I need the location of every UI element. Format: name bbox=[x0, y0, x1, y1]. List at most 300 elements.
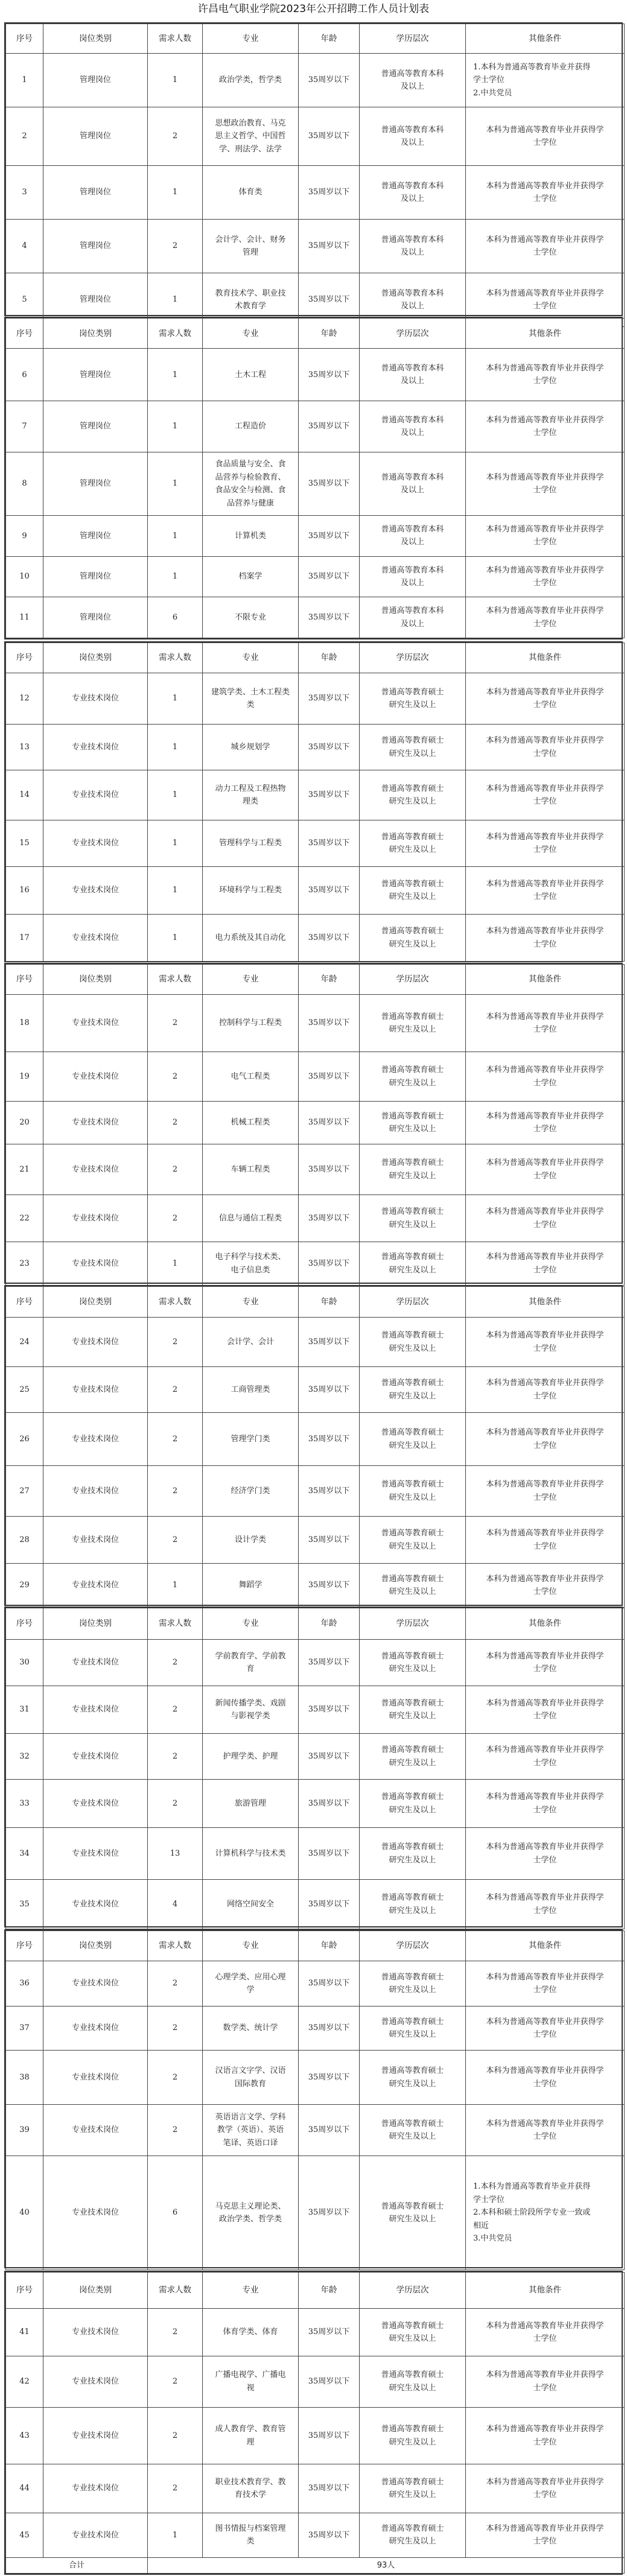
header-age: 年龄 bbox=[299, 965, 360, 995]
cell-age: 35周岁以下 bbox=[299, 1961, 360, 2007]
cell-major: 经济学门类 bbox=[203, 1466, 299, 1517]
table-row bbox=[6, 1961, 625, 2007]
header-category: 岗位类别 bbox=[43, 319, 148, 349]
cell-no: 18 bbox=[6, 995, 43, 1052]
cell-major: 汉语言文字学、汉语 国际教育 bbox=[203, 2051, 299, 2105]
recruitment-table bbox=[5, 964, 625, 1286]
header-count: 需求人数 bbox=[148, 2273, 203, 2309]
table-row bbox=[6, 1780, 625, 1828]
table-row bbox=[6, 1367, 625, 1413]
cell-education: 普通高等教育硕士 研究生及以上 bbox=[360, 915, 466, 962]
table-row bbox=[6, 673, 625, 725]
cell-age: 35周岁以下 bbox=[299, 2309, 360, 2356]
cell-no: 14 bbox=[6, 770, 43, 820]
header-count: 需求人数 bbox=[148, 1931, 203, 1961]
cell-education: 普通高等教育硕士 研究生及以上 bbox=[360, 2051, 466, 2105]
header-conditions: 其他条件 bbox=[466, 1608, 625, 1640]
cell-age: 35周岁以下 bbox=[299, 1640, 360, 1686]
cell-category: 管理岗位 bbox=[43, 516, 148, 557]
cell-no: 32 bbox=[6, 1734, 43, 1780]
cell-major: 数学类、统计学 bbox=[203, 2007, 299, 2051]
cell-category: 专业技术岗位 bbox=[43, 725, 148, 770]
cell-category: 专业技术岗位 bbox=[43, 2356, 148, 2407]
cell-major: 电力系统及其自动化 bbox=[203, 915, 299, 962]
cell-major: 工商管理类 bbox=[203, 1367, 299, 1413]
cell-no: 45 bbox=[6, 2513, 43, 2557]
cell-category: 专业技术岗位 bbox=[43, 820, 148, 867]
header-no: 序号 bbox=[6, 1931, 43, 1961]
cell-category: 专业技术岗位 bbox=[43, 673, 148, 725]
cell-count: 2 bbox=[148, 2309, 203, 2356]
cell-education: 普通高等教育硕士 研究生及以上 bbox=[360, 1466, 466, 1517]
cell-category: 管理岗位 bbox=[43, 597, 148, 638]
cell-conditions: 本科为普通高等教育毕业并获得学 士学位 bbox=[466, 1413, 625, 1466]
cell-count: 2 bbox=[148, 1961, 203, 2007]
table-row bbox=[6, 597, 625, 638]
cell-education: 普通高等教育硕士 研究生及以上 bbox=[360, 867, 466, 915]
cell-major: 管理学门类 bbox=[203, 1413, 299, 1466]
table-row bbox=[6, 2513, 625, 2557]
total-row bbox=[6, 2557, 625, 2573]
cell-education: 普通高等教育硕士 研究生及以上 bbox=[360, 1961, 466, 2007]
cell-no: 29 bbox=[6, 1564, 43, 1608]
cell-no: 34 bbox=[6, 1828, 43, 1880]
cell-age: 35周岁以下 bbox=[299, 54, 360, 107]
cell-age: 35周岁以下 bbox=[299, 725, 360, 770]
table-row bbox=[6, 2007, 625, 2051]
cell-conditions: 本科为普通高等教育毕业并获得学 士学位 bbox=[466, 452, 625, 516]
cell-conditions: 本科为普通高等教育毕业并获得学 士学位 bbox=[466, 1686, 625, 1734]
header-conditions: 其他条件 bbox=[466, 1287, 625, 1318]
cell-no: 22 bbox=[6, 1195, 43, 1242]
cell-age: 35周岁以下 bbox=[299, 2051, 360, 2105]
recruitment-table bbox=[5, 1930, 625, 2270]
cell-age: 35周岁以下 bbox=[299, 673, 360, 725]
table-row bbox=[6, 2051, 625, 2105]
cell-major: 管理科学与工程类 bbox=[203, 820, 299, 867]
cell-education: 普通高等教育硕士 研究生及以上 bbox=[360, 2407, 466, 2464]
cell-age: 35周岁以下 bbox=[299, 1195, 360, 1242]
header-count: 需求人数 bbox=[148, 319, 203, 349]
cell-no: 24 bbox=[6, 1318, 43, 1367]
cell-count: 2 bbox=[148, 1686, 203, 1734]
cell-age: 35周岁以下 bbox=[299, 1564, 360, 1608]
cell-major: 旅游管理 bbox=[203, 1780, 299, 1828]
cell-category: 专业技术岗位 bbox=[43, 1640, 148, 1686]
cell-count: 1 bbox=[148, 915, 203, 962]
cell-age: 35周岁以下 bbox=[299, 770, 360, 820]
cell-conditions: 本科为普通高等教育毕业并获得学 士学位 bbox=[466, 1961, 625, 2007]
cell-count: 2 bbox=[148, 2051, 203, 2105]
table-header-row bbox=[6, 1931, 625, 1961]
cell-major: 会计学、会计、财务 管理 bbox=[203, 220, 299, 273]
header-no: 序号 bbox=[6, 319, 43, 349]
cell-count: 1 bbox=[148, 556, 203, 597]
cell-age: 35周岁以下 bbox=[299, 1242, 360, 1286]
cell-major: 车辆工程类 bbox=[203, 1144, 299, 1195]
cell-education: 普通高等教育硕士 研究生及以上 bbox=[360, 1564, 466, 1608]
cell-major: 政治学类，哲学类 bbox=[203, 54, 299, 107]
table-header-row bbox=[6, 1608, 625, 1640]
cell-category: 管理岗位 bbox=[43, 452, 148, 516]
table-block bbox=[4, 641, 623, 962]
cell-age: 35周岁以下 bbox=[299, 556, 360, 597]
header-category: 岗位类别 bbox=[43, 2273, 148, 2309]
cell-conditions: 本科为普通高等教育毕业并获得学 士学位 bbox=[466, 995, 625, 1052]
header-no: 序号 bbox=[6, 2273, 43, 2309]
cell-no: 42 bbox=[6, 2356, 43, 2407]
header-education: 学历层次 bbox=[360, 965, 466, 995]
header-category: 岗位类别 bbox=[43, 24, 148, 54]
header-category: 岗位类别 bbox=[43, 1931, 148, 1961]
cell-category: 专业技术岗位 bbox=[43, 1686, 148, 1734]
header-count: 需求人数 bbox=[148, 643, 203, 673]
header-count: 需求人数 bbox=[148, 1608, 203, 1640]
cell-no: 40 bbox=[6, 2156, 43, 2270]
cell-conditions: 本科为普通高等教育毕业并获得学 士学位 bbox=[466, 1052, 625, 1102]
cell-no: 6 bbox=[6, 349, 43, 401]
cell-conditions: 本科为普通高等教育毕业并获得学 士学位 bbox=[466, 2007, 625, 2051]
cell-count: 1 bbox=[148, 54, 203, 107]
cell-conditions: 本科为普通高等教育毕业并获得学 士学位 bbox=[466, 915, 625, 962]
table-block bbox=[4, 1929, 623, 2268]
cell-major: 电子科学与技术类、 电子信息类 bbox=[203, 1242, 299, 1286]
cell-category: 专业技术岗位 bbox=[43, 1413, 148, 1466]
table-row bbox=[6, 2156, 625, 2270]
cell-count: 6 bbox=[148, 597, 203, 638]
cell-major: 广播电视学、广播电 视 bbox=[203, 2356, 299, 2407]
cell-no: 10 bbox=[6, 556, 43, 597]
table-row bbox=[6, 166, 625, 220]
cell-count: 2 bbox=[148, 2464, 203, 2513]
header-age: 年龄 bbox=[299, 1931, 360, 1961]
cell-conditions: 本科为普通高等教育毕业并获得学 士学位 bbox=[466, 166, 625, 220]
cell-count: 1 bbox=[148, 2513, 203, 2557]
header-conditions: 其他条件 bbox=[466, 965, 625, 995]
cell-no: 25 bbox=[6, 1367, 43, 1413]
cell-conditions: 本科为普通高等教育毕业并获得学 士学位 bbox=[466, 1734, 625, 1780]
header-major: 专业 bbox=[203, 1608, 299, 1640]
cell-category: 专业技术岗位 bbox=[43, 2513, 148, 2557]
cell-age: 35周岁以下 bbox=[299, 1144, 360, 1195]
cell-category: 专业技术岗位 bbox=[43, 1564, 148, 1608]
table-row bbox=[6, 2356, 625, 2407]
cell-no: 41 bbox=[6, 2309, 43, 2356]
table-row bbox=[6, 1102, 625, 1144]
cell-conditions: 本科为普通高等教育毕业并获得学 士学位 bbox=[466, 220, 625, 273]
cell-age: 35周岁以下 bbox=[299, 2464, 360, 2513]
cell-conditions: 本科为普通高等教育毕业并获得学 士学位 bbox=[466, 1195, 625, 1242]
cell-major: 体育学类、体育 bbox=[203, 2309, 299, 2356]
cell-category: 专业技术岗位 bbox=[43, 1318, 148, 1367]
cell-age: 35周岁以下 bbox=[299, 597, 360, 638]
cell-category: 管理岗位 bbox=[43, 54, 148, 107]
cell-education: 普通高等教育本科 及以上 bbox=[360, 401, 466, 452]
table-row bbox=[6, 770, 625, 820]
table-row bbox=[6, 1828, 625, 1880]
cell-no: 31 bbox=[6, 1686, 43, 1734]
cell-count: 2 bbox=[148, 1052, 203, 1102]
cell-major: 信息与通信工程类 bbox=[203, 1195, 299, 1242]
cell-no: 30 bbox=[6, 1640, 43, 1686]
cell-age: 35周岁以下 bbox=[299, 867, 360, 915]
cell-category: 专业技术岗位 bbox=[43, 1144, 148, 1195]
cell-category: 管理岗位 bbox=[43, 556, 148, 597]
table-row bbox=[6, 1052, 625, 1102]
cell-major: 土木工程 bbox=[203, 349, 299, 401]
cell-conditions: 本科为普通高等教育毕业并获得学 士学位 bbox=[466, 349, 625, 401]
table-row bbox=[6, 1686, 625, 1734]
table-row bbox=[6, 2309, 625, 2356]
header-no: 序号 bbox=[6, 643, 43, 673]
cell-no: 39 bbox=[6, 2105, 43, 2156]
cell-conditions: 本科为普通高等教育毕业并获得学 士学位 bbox=[466, 2464, 625, 2513]
cell-education: 普通高等教育硕士 研究生及以上 bbox=[360, 770, 466, 820]
cell-education: 普通高等教育硕士 研究生及以上 bbox=[360, 1102, 466, 1144]
cell-education: 普通高等教育硕士 研究生及以上 bbox=[360, 2105, 466, 2156]
cell-conditions: 本科为普通高等教育毕业并获得学 士学位 bbox=[466, 1242, 625, 1286]
cell-no: 27 bbox=[6, 1466, 43, 1517]
header-no: 序号 bbox=[6, 965, 43, 995]
cell-major: 机械工程类 bbox=[203, 1102, 299, 1144]
cell-category: 专业技术岗位 bbox=[43, 2309, 148, 2356]
cell-major: 职业技术教育学、教 育技术学 bbox=[203, 2464, 299, 2513]
cell-no: 35 bbox=[6, 1880, 43, 1929]
cell-count: 1 bbox=[148, 349, 203, 401]
cell-count: 4 bbox=[148, 1880, 203, 1929]
cell-major: 建筑学类、土木工程类 类 bbox=[203, 673, 299, 725]
cell-education: 普通高等教育硕士 研究生及以上 bbox=[360, 1780, 466, 1828]
cell-conditions: 本科为普通高等教育毕业并获得学 士学位 bbox=[466, 820, 625, 867]
header-major: 专业 bbox=[203, 1931, 299, 1961]
cell-count: 1 bbox=[148, 516, 203, 557]
header-conditions: 其他条件 bbox=[466, 643, 625, 673]
cell-education: 普通高等教育硕士 研究生及以上 bbox=[360, 2007, 466, 2051]
cell-major: 不限专业 bbox=[203, 597, 299, 638]
table-row bbox=[6, 867, 625, 915]
cell-education: 普通高等教育硕士 研究生及以上 bbox=[360, 673, 466, 725]
header-education: 学历层次 bbox=[360, 643, 466, 673]
cell-no: 8 bbox=[6, 452, 43, 516]
cell-category: 管理岗位 bbox=[43, 220, 148, 273]
header-major: 专业 bbox=[203, 1287, 299, 1318]
cell-conditions: 本科为普通高等教育毕业并获得学 士学位 bbox=[466, 401, 625, 452]
header-age: 年龄 bbox=[299, 24, 360, 54]
cell-no: 13 bbox=[6, 725, 43, 770]
cell-age: 35周岁以下 bbox=[299, 1686, 360, 1734]
cell-education: 普通高等教育硕士 研究生及以上 bbox=[360, 1734, 466, 1780]
cell-age: 35周岁以下 bbox=[299, 2356, 360, 2407]
cell-count: 2 bbox=[148, 1195, 203, 1242]
table-row bbox=[6, 1734, 625, 1780]
cell-no: 11 bbox=[6, 597, 43, 638]
table-row bbox=[6, 1880, 625, 1929]
cell-count: 1 bbox=[148, 770, 203, 820]
table-row bbox=[6, 995, 625, 1052]
cell-major: 英语语言文学、学科 教学（英语）、英语 笔译、英语口译 bbox=[203, 2105, 299, 2156]
table-block bbox=[4, 317, 623, 639]
header-age: 年龄 bbox=[299, 319, 360, 349]
cell-age: 35周岁以下 bbox=[299, 1734, 360, 1780]
cell-conditions: 1.本科为普通高等教育毕业并获得 学士学位 2.本科和硕士阶段所学专业一致或 相近 3.中共党员 bbox=[466, 2156, 625, 2270]
header-age: 年龄 bbox=[299, 1287, 360, 1318]
cell-conditions: 本科为普通高等教育毕业并获得学 士学位 bbox=[466, 2356, 625, 2407]
cell-age: 35周岁以下 bbox=[299, 1052, 360, 1102]
header-conditions: 其他条件 bbox=[466, 24, 625, 54]
cell-conditions: 本科为普通高等教育毕业并获得学 士学位 bbox=[466, 2309, 625, 2356]
cell-age: 35周岁以下 bbox=[299, 516, 360, 557]
table-row bbox=[6, 401, 625, 452]
cell-age: 35周岁以下 bbox=[299, 1318, 360, 1367]
cell-category: 管理岗位 bbox=[43, 166, 148, 220]
header-category: 岗位类别 bbox=[43, 965, 148, 995]
cell-major: 环境科学与工程类 bbox=[203, 867, 299, 915]
cell-conditions: 本科为普通高等教育毕业并获得学 士学位 bbox=[466, 867, 625, 915]
cell-count: 1 bbox=[148, 166, 203, 220]
page-title: 许昌电气职业学院2023年公开招聘工作人员计划表 bbox=[197, 3, 430, 15]
total-label: 合计 bbox=[6, 2557, 148, 2573]
cell-major: 心理学类、应用心理 学 bbox=[203, 1961, 299, 2007]
cell-no: 19 bbox=[6, 1052, 43, 1102]
table-row bbox=[6, 1144, 625, 1195]
header-no: 序号 bbox=[6, 1287, 43, 1318]
cell-no: 26 bbox=[6, 1413, 43, 1466]
cell-category: 专业技术岗位 bbox=[43, 770, 148, 820]
cell-no: 28 bbox=[6, 1517, 43, 1564]
table-block bbox=[4, 1285, 623, 1606]
cell-count: 1 bbox=[148, 1564, 203, 1608]
header-age: 年龄 bbox=[299, 2273, 360, 2309]
cell-education: 普通高等教育本科 及以上 bbox=[360, 597, 466, 638]
table-row bbox=[6, 1466, 625, 1517]
cell-age: 35周岁以下 bbox=[299, 1880, 360, 1929]
recruitment-table bbox=[5, 2272, 625, 2574]
cell-major: 设计学类 bbox=[203, 1517, 299, 1564]
cell-count: 1 bbox=[148, 452, 203, 516]
cell-no: 37 bbox=[6, 2007, 43, 2051]
cell-no: 33 bbox=[6, 1780, 43, 1828]
cell-count: 1 bbox=[148, 867, 203, 915]
cell-education: 普通高等教育本科 及以上 bbox=[360, 452, 466, 516]
header-no: 序号 bbox=[6, 1608, 43, 1640]
cell-conditions: 本科为普通高等教育毕业并获得学 士学位 bbox=[466, 1640, 625, 1686]
recruitment-table bbox=[5, 1286, 625, 1608]
header-education: 学历层次 bbox=[360, 24, 466, 54]
cell-count: 2 bbox=[148, 1734, 203, 1780]
header-category: 岗位类别 bbox=[43, 1608, 148, 1640]
cell-category: 专业技术岗位 bbox=[43, 915, 148, 962]
cell-count: 1 bbox=[148, 401, 203, 452]
cell-age: 35周岁以下 bbox=[299, 1780, 360, 1828]
cell-category: 管理岗位 bbox=[43, 401, 148, 452]
table-row bbox=[6, 1318, 625, 1367]
cell-count: 1 bbox=[148, 725, 203, 770]
cell-count: 2 bbox=[148, 1367, 203, 1413]
cell-no: 21 bbox=[6, 1144, 43, 1195]
cell-education: 普通高等教育本科 及以上 bbox=[360, 166, 466, 220]
cell-category: 专业技术岗位 bbox=[43, 2464, 148, 2513]
cell-count: 1 bbox=[148, 273, 203, 327]
header-education: 学历层次 bbox=[360, 1287, 466, 1318]
cell-major: 网络空间安全 bbox=[203, 1880, 299, 1929]
cell-conditions: 本科为普通高等教育毕业并获得学 士学位 bbox=[466, 516, 625, 557]
cell-conditions: 本科为普通高等教育毕业并获得学 士学位 bbox=[466, 107, 625, 166]
header-age: 年龄 bbox=[299, 643, 360, 673]
table-header-row bbox=[6, 1287, 625, 1318]
recruitment-table bbox=[5, 1608, 625, 1929]
cell-age: 35周岁以下 bbox=[299, 2105, 360, 2156]
cell-education: 普通高等教育硕士 研究生及以上 bbox=[360, 995, 466, 1052]
cell-category: 专业技术岗位 bbox=[43, 2007, 148, 2051]
cell-no: 23 bbox=[6, 1242, 43, 1286]
cell-count: 1 bbox=[148, 1242, 203, 1286]
cell-conditions: 本科为普通高等教育毕业并获得学 士学位 bbox=[466, 2051, 625, 2105]
header-education: 学历层次 bbox=[360, 1608, 466, 1640]
cell-count: 1 bbox=[148, 673, 203, 725]
cell-conditions: 本科为普通高等教育毕业并获得学 士学位 bbox=[466, 1880, 625, 1929]
cell-conditions: 本科为普通高等教育毕业并获得学 士学位 bbox=[466, 2513, 625, 2557]
cell-no: 4 bbox=[6, 220, 43, 273]
cell-count: 2 bbox=[148, 1780, 203, 1828]
table-block bbox=[4, 22, 623, 316]
table-row bbox=[6, 2407, 625, 2464]
header-conditions: 其他条件 bbox=[466, 319, 625, 349]
header-count: 需求人数 bbox=[148, 1287, 203, 1318]
cell-conditions: 本科为普通高等教育毕业并获得学 士学位 bbox=[466, 673, 625, 725]
cell-conditions: 本科为普通高等教育毕业并获得学 士学位 bbox=[466, 1367, 625, 1413]
cell-count: 2 bbox=[148, 2105, 203, 2156]
cell-age: 35周岁以下 bbox=[299, 452, 360, 516]
cell-category: 专业技术岗位 bbox=[43, 1242, 148, 1286]
cell-conditions: 本科为普通高等教育毕业并获得学 士学位 bbox=[466, 2407, 625, 2464]
cell-age: 35周岁以下 bbox=[299, 1466, 360, 1517]
table-row bbox=[6, 220, 625, 273]
cell-major: 新闻传播学类、戏剧 与影视学类 bbox=[203, 1686, 299, 1734]
cell-category: 专业技术岗位 bbox=[43, 1367, 148, 1413]
table-header-row bbox=[6, 24, 625, 54]
table-header-row bbox=[6, 965, 625, 995]
cell-conditions: 本科为普通高等教育毕业并获得学 士学位 bbox=[466, 725, 625, 770]
table-row bbox=[6, 452, 625, 516]
cell-no: 20 bbox=[6, 1102, 43, 1144]
cell-major: 食品质量与安全、食 品营养与检验教育、 食品安全与检测、食 品营养与健康 bbox=[203, 452, 299, 516]
header-major: 专业 bbox=[203, 24, 299, 54]
cell-education: 普通高等教育硕士 研究生及以上 bbox=[360, 2464, 466, 2513]
cell-major: 计算机类 bbox=[203, 516, 299, 557]
cell-count: 2 bbox=[148, 2007, 203, 2051]
cell-no: 38 bbox=[6, 2051, 43, 2105]
table-row bbox=[6, 820, 625, 867]
cell-conditions: 1.本科为普通高等教育毕业并获得 学士学位 2.中共党员 bbox=[466, 54, 625, 107]
cell-conditions: 本科为普通高等教育毕业并获得学 士学位 bbox=[466, 597, 625, 638]
cell-major: 护理学类、护理 bbox=[203, 1734, 299, 1780]
cell-age: 35周岁以下 bbox=[299, 915, 360, 962]
cell-education: 普通高等教育硕士 研究生及以上 bbox=[360, 1640, 466, 1686]
header-education: 学历层次 bbox=[360, 319, 466, 349]
table-row bbox=[6, 1517, 625, 1564]
cell-major: 体育类 bbox=[203, 166, 299, 220]
cell-no: 1 bbox=[6, 54, 43, 107]
cell-count: 2 bbox=[148, 1466, 203, 1517]
cell-age: 35周岁以下 bbox=[299, 995, 360, 1052]
header-count: 需求人数 bbox=[148, 965, 203, 995]
cell-age: 35周岁以下 bbox=[299, 2156, 360, 2270]
cell-education: 普通高等教育硕士 研究生及以上 bbox=[360, 1195, 466, 1242]
cell-major: 城乡规划学 bbox=[203, 725, 299, 770]
cell-education: 普通高等教育硕士 研究生及以上 bbox=[360, 2513, 466, 2557]
header-major: 专业 bbox=[203, 965, 299, 995]
table-block bbox=[4, 2271, 623, 2575]
